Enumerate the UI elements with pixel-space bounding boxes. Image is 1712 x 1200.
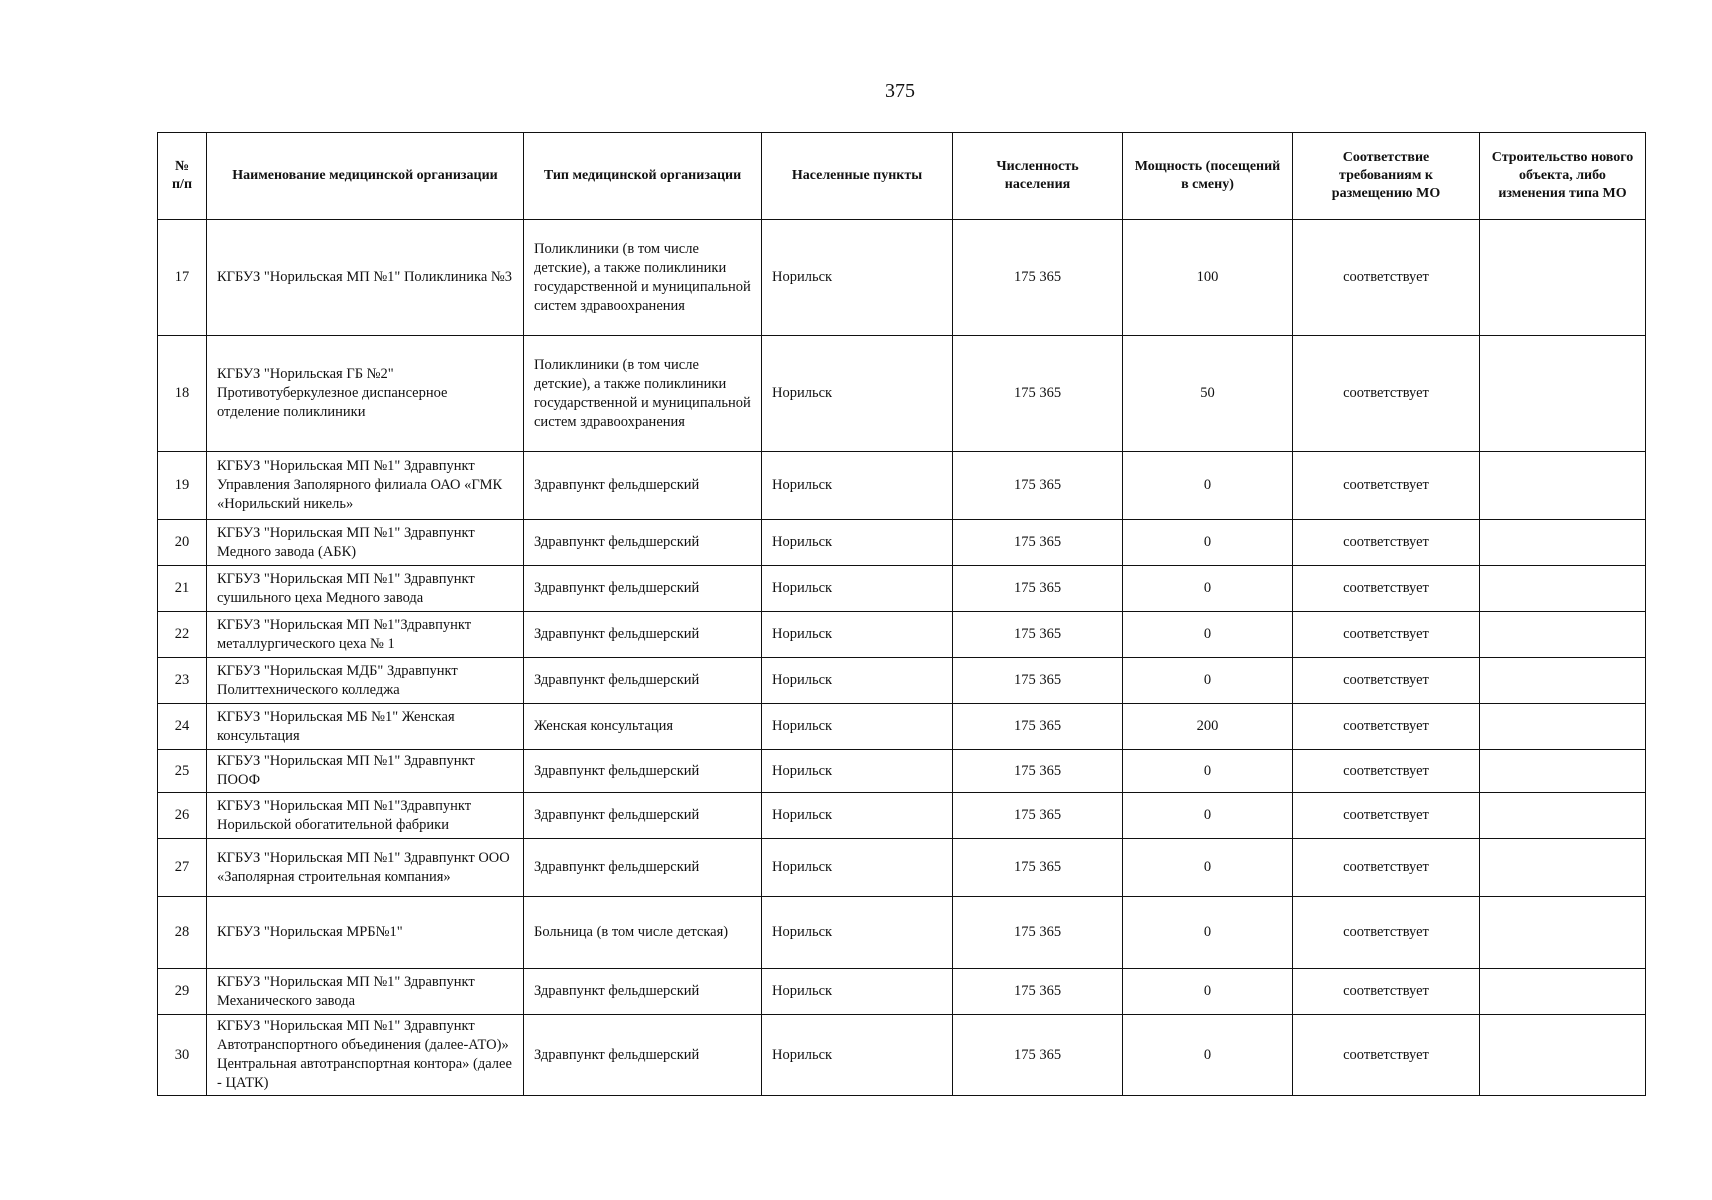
cell-compliance: соответствует bbox=[1293, 1015, 1480, 1096]
cell-settlement: Норильск bbox=[762, 658, 953, 704]
cell-settlement: Норильск bbox=[762, 793, 953, 839]
cell-organization-type: Здравпункт фельдшерский bbox=[524, 793, 762, 839]
cell-compliance: соответствует bbox=[1293, 839, 1480, 897]
cell-compliance: соответствует bbox=[1293, 897, 1480, 969]
cell-organization-name: КГБУЗ "Норильская МДБ" Здравпункт Политтехнического колледжа bbox=[207, 658, 524, 704]
table-header-row bbox=[158, 133, 1646, 220]
cell-organization-name: КГБУЗ "Норильская МП №1"Здравпункт металлургического цеха № 1 bbox=[207, 612, 524, 658]
cell-population: 175 365 bbox=[953, 336, 1123, 452]
cell-compliance: соответствует bbox=[1293, 793, 1480, 839]
cell-population: 175 365 bbox=[953, 897, 1123, 969]
cell-organization-name: КГБУЗ "Норильская МП №1"Здравпункт Норильской обогатительной фабрики bbox=[207, 793, 524, 839]
cell-organization-name: КГБУЗ "Норильская ГБ №2" Противотуберкулезное диспансерное отделение поликлиники bbox=[207, 336, 524, 452]
cell-compliance: соответствует bbox=[1293, 452, 1480, 520]
cell-organization-type: Здравпункт фельдшерский bbox=[524, 452, 762, 520]
cell-capacity: 0 bbox=[1123, 897, 1293, 969]
cell-compliance: соответствует bbox=[1293, 704, 1480, 750]
cell-settlement: Норильск bbox=[762, 839, 953, 897]
cell-population: 175 365 bbox=[953, 612, 1123, 658]
table-row bbox=[158, 658, 1646, 704]
cell-settlement: Норильск bbox=[762, 452, 953, 520]
cell-organization-name: КГБУЗ "Норильская МП №1" Поликлиника №3 bbox=[207, 220, 524, 336]
cell-compliance: соответствует bbox=[1293, 520, 1480, 566]
cell-population: 175 365 bbox=[953, 969, 1123, 1015]
cell-construction bbox=[1480, 612, 1646, 658]
cell-construction bbox=[1480, 897, 1646, 969]
cell-construction bbox=[1480, 452, 1646, 520]
cell-organization-type: Здравпункт фельдшерский bbox=[524, 520, 762, 566]
table-row bbox=[158, 520, 1646, 566]
cell-organization-name: КГБУЗ "Норильская МБ №1" Женская консультация bbox=[207, 704, 524, 750]
cell-compliance: соответствует bbox=[1293, 566, 1480, 612]
cell-organization-name: КГБУЗ "Норильская МП №1" Здравпункт Автотранспортного объединения (далее-АТО)» Центральная автотранспортная контора» (далее - ЦАТК) bbox=[207, 1015, 524, 1096]
cell-compliance: соответствует bbox=[1293, 220, 1480, 336]
cell-organization-type: Поликлиники (в том числе детские), а также поликлиники государственной и муниципальной систем здравоохранения bbox=[524, 336, 762, 452]
cell-construction bbox=[1480, 658, 1646, 704]
cell-construction bbox=[1480, 704, 1646, 750]
cell-row-number: 26 bbox=[158, 793, 207, 839]
cell-settlement: Норильск bbox=[762, 897, 953, 969]
cell-capacity: 0 bbox=[1123, 969, 1293, 1015]
cell-settlement: Норильск bbox=[762, 520, 953, 566]
cell-organization-name: КГБУЗ "Норильская МП №1" Здравпункт сушильного цеха Медного завода bbox=[207, 566, 524, 612]
cell-settlement: Норильск bbox=[762, 1015, 953, 1096]
cell-settlement: Норильск bbox=[762, 566, 953, 612]
cell-row-number: 17 bbox=[158, 220, 207, 336]
header-settlements: Населенные пункты bbox=[762, 133, 953, 220]
cell-organization-type: Здравпункт фельдшерский bbox=[524, 658, 762, 704]
header-construction: Строительство нового объекта, либо изменения типа МО bbox=[1480, 133, 1646, 220]
cell-population: 175 365 bbox=[953, 750, 1123, 793]
header-capacity: Мощность (посещений в смену) bbox=[1123, 133, 1293, 220]
header-population: Численность населения bbox=[953, 133, 1123, 220]
cell-row-number: 30 bbox=[158, 1015, 207, 1096]
cell-settlement: Норильск bbox=[762, 612, 953, 658]
cell-capacity: 0 bbox=[1123, 520, 1293, 566]
table-row bbox=[158, 336, 1646, 452]
table-row bbox=[158, 566, 1646, 612]
cell-organization-name: КГБУЗ "Норильская МП №1" Здравпункт ООО «Заполярная строительная компания» bbox=[207, 839, 524, 897]
cell-row-number: 20 bbox=[158, 520, 207, 566]
cell-capacity: 200 bbox=[1123, 704, 1293, 750]
page-number: 375 bbox=[885, 80, 915, 102]
cell-population: 175 365 bbox=[953, 839, 1123, 897]
cell-organization-type: Поликлиники (в том числе детские), а также поликлиники государственной и муниципальной систем здравоохранения bbox=[524, 220, 762, 336]
cell-settlement: Норильск bbox=[762, 969, 953, 1015]
cell-construction bbox=[1480, 566, 1646, 612]
cell-compliance: соответствует bbox=[1293, 336, 1480, 452]
table-row bbox=[158, 793, 1646, 839]
cell-capacity: 50 bbox=[1123, 336, 1293, 452]
cell-population: 175 365 bbox=[953, 220, 1123, 336]
cell-population: 175 365 bbox=[953, 566, 1123, 612]
header-organization-name: Наименование медицинской организации bbox=[207, 133, 524, 220]
cell-population: 175 365 bbox=[953, 793, 1123, 839]
header-organization-type: Тип медицинской организации bbox=[524, 133, 762, 220]
cell-organization-name: КГБУЗ "Норильская МРБ№1" bbox=[207, 897, 524, 969]
table-row bbox=[158, 452, 1646, 520]
cell-population: 175 365 bbox=[953, 452, 1123, 520]
cell-construction bbox=[1480, 220, 1646, 336]
cell-row-number: 22 bbox=[158, 612, 207, 658]
cell-organization-type: Здравпункт фельдшерский bbox=[524, 839, 762, 897]
cell-organization-type: Здравпункт фельдшерский bbox=[524, 969, 762, 1015]
cell-compliance: соответствует bbox=[1293, 612, 1480, 658]
cell-capacity: 0 bbox=[1123, 566, 1293, 612]
cell-compliance: соответствует bbox=[1293, 658, 1480, 704]
cell-row-number: 21 bbox=[158, 566, 207, 612]
cell-settlement: Норильск bbox=[762, 750, 953, 793]
cell-row-number: 25 bbox=[158, 750, 207, 793]
cell-capacity: 0 bbox=[1123, 452, 1293, 520]
cell-capacity: 0 bbox=[1123, 793, 1293, 839]
cell-organization-type: Здравпункт фельдшерский bbox=[524, 750, 762, 793]
cell-row-number: 29 bbox=[158, 969, 207, 1015]
cell-population: 175 365 bbox=[953, 704, 1123, 750]
table-row bbox=[158, 839, 1646, 897]
cell-row-number: 28 bbox=[158, 897, 207, 969]
cell-construction bbox=[1480, 969, 1646, 1015]
cell-capacity: 0 bbox=[1123, 1015, 1293, 1096]
cell-population: 175 365 bbox=[953, 658, 1123, 704]
cell-population: 175 365 bbox=[953, 520, 1123, 566]
cell-row-number: 27 bbox=[158, 839, 207, 897]
cell-row-number: 18 bbox=[158, 336, 207, 452]
cell-organization-type: Здравпункт фельдшерский bbox=[524, 566, 762, 612]
cell-row-number: 23 bbox=[158, 658, 207, 704]
cell-construction bbox=[1480, 1015, 1646, 1096]
cell-capacity: 0 bbox=[1123, 612, 1293, 658]
cell-capacity: 0 bbox=[1123, 750, 1293, 793]
cell-construction bbox=[1480, 520, 1646, 566]
cell-organization-type: Здравпункт фельдшерский bbox=[524, 1015, 762, 1096]
table-row bbox=[158, 750, 1646, 793]
table-row bbox=[158, 1015, 1646, 1096]
header-compliance: Соответствие требованиям к размещению МО bbox=[1293, 133, 1480, 220]
medical-organizations-table bbox=[157, 132, 1646, 1096]
header-number: № п/п bbox=[158, 133, 207, 220]
cell-organization-name: КГБУЗ "Норильская МП №1" Здравпункт ПООФ bbox=[207, 750, 524, 793]
table-row bbox=[158, 612, 1646, 658]
table-row bbox=[158, 704, 1646, 750]
cell-construction bbox=[1480, 839, 1646, 897]
table-row bbox=[158, 897, 1646, 969]
table-row bbox=[158, 220, 1646, 336]
cell-organization-name: КГБУЗ "Норильская МП №1" Здравпункт Управления Заполярного филиала ОАО «ГМК «Норильский никель» bbox=[207, 452, 524, 520]
cell-capacity: 0 bbox=[1123, 839, 1293, 897]
cell-compliance: соответствует bbox=[1293, 969, 1480, 1015]
cell-organization-type: Больница (в том числе детская) bbox=[524, 897, 762, 969]
cell-capacity: 100 bbox=[1123, 220, 1293, 336]
cell-organization-name: КГБУЗ "Норильская МП №1" Здравпункт Медного завода (АБК) bbox=[207, 520, 524, 566]
cell-row-number: 19 bbox=[158, 452, 207, 520]
cell-construction bbox=[1480, 336, 1646, 452]
cell-capacity: 0 bbox=[1123, 658, 1293, 704]
cell-compliance: соответствует bbox=[1293, 750, 1480, 793]
cell-row-number: 24 bbox=[158, 704, 207, 750]
cell-organization-type: Здравпункт фельдшерский bbox=[524, 612, 762, 658]
cell-population: 175 365 bbox=[953, 1015, 1123, 1096]
cell-organization-name: КГБУЗ "Норильская МП №1" Здравпункт Механического завода bbox=[207, 969, 524, 1015]
cell-settlement: Норильск bbox=[762, 336, 953, 452]
cell-settlement: Норильск bbox=[762, 704, 953, 750]
cell-construction bbox=[1480, 793, 1646, 839]
cell-construction bbox=[1480, 750, 1646, 793]
cell-organization-type: Женская консультация bbox=[524, 704, 762, 750]
table-row bbox=[158, 969, 1646, 1015]
cell-settlement: Норильск bbox=[762, 220, 953, 336]
